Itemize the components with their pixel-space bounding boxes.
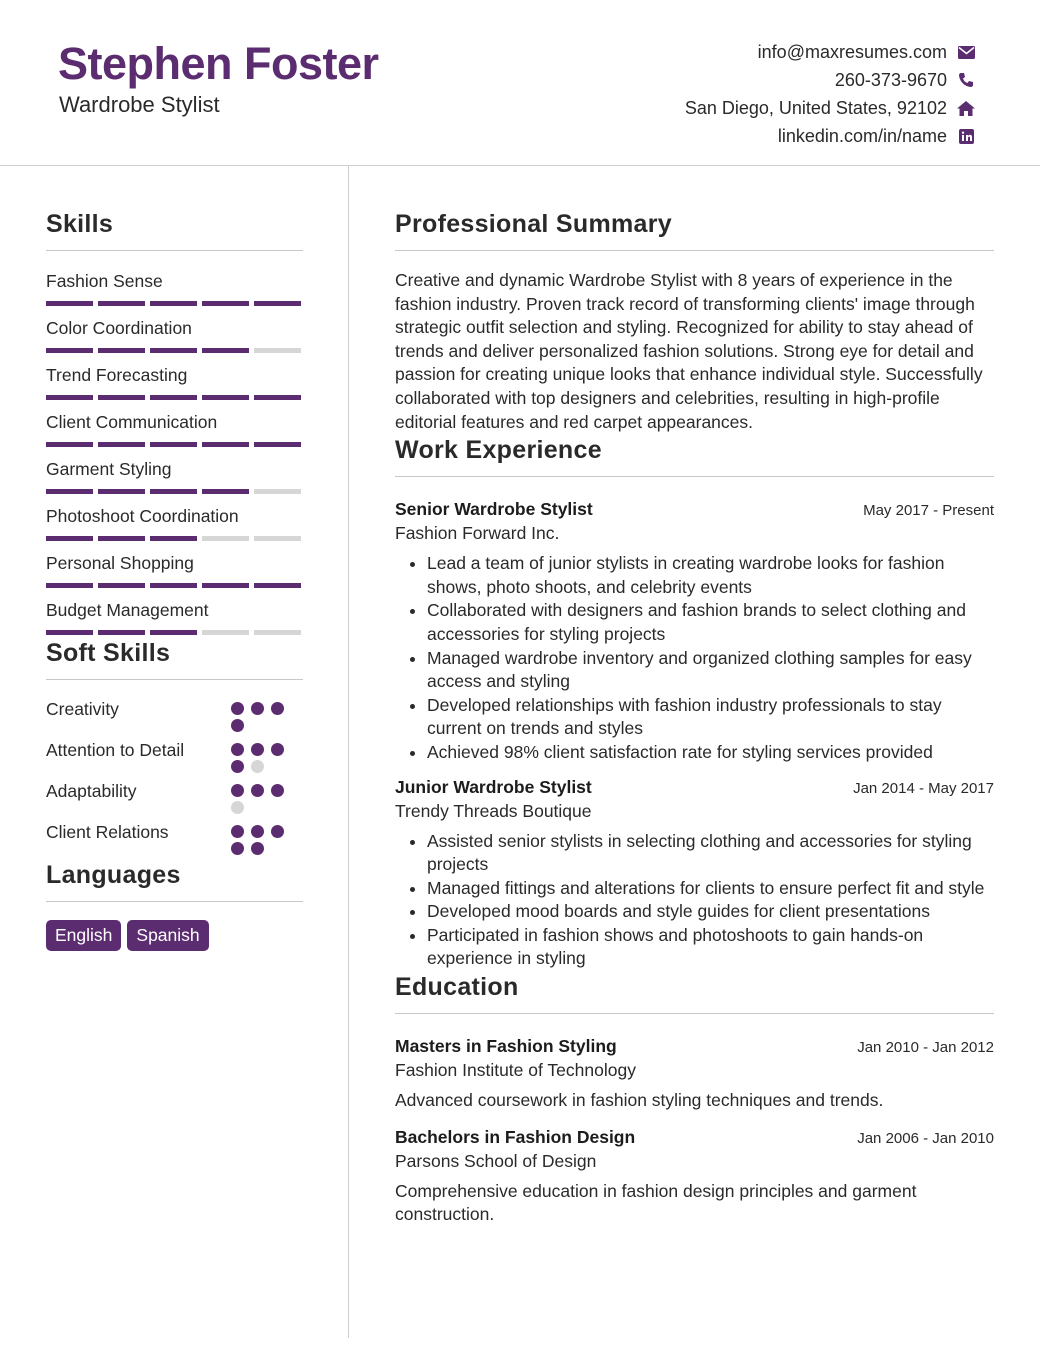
soft-skill-item — [46, 779, 303, 814]
skill-level-bar — [46, 442, 303, 447]
skill-level-bar — [46, 301, 303, 306]
school-name: Fashion Institute of Technology — [395, 1060, 636, 1081]
left-column — [46, 210, 303, 951]
skill-level-segment — [150, 489, 197, 494]
skill-level-segment — [202, 489, 249, 494]
skill-item — [46, 363, 303, 400]
skill-level-segment — [46, 489, 93, 494]
job-header — [395, 499, 994, 520]
candidate-title: Wardrobe Stylist — [59, 92, 220, 117]
education-list — [395, 1036, 994, 1227]
job-bullets — [395, 830, 994, 972]
skill-level-segment — [150, 301, 197, 306]
rating-dot — [251, 825, 264, 838]
rating-dot — [231, 760, 244, 773]
contact-phone[interactable] — [556, 66, 976, 94]
skill-item — [46, 269, 303, 306]
skill-level-segment — [202, 583, 249, 588]
soft-skill-item — [46, 820, 303, 855]
education-rule — [395, 1013, 994, 1014]
rating-dot — [251, 784, 264, 797]
soft-skill-item — [46, 697, 303, 732]
job-title: Senior Wardrobe Stylist — [395, 499, 593, 520]
skill-level-segment — [202, 301, 249, 306]
job-bullet: • Assisted senior stylists in selecting clothing and accessories for styling projects — [427, 830, 994, 877]
skill-level-segment — [46, 536, 93, 541]
languages-rule — [46, 901, 303, 902]
experience-section — [395, 436, 994, 971]
skill-level-segment — [150, 630, 197, 635]
skill-level-segment — [150, 348, 197, 353]
skills-list — [46, 269, 303, 635]
skill-level-segment — [98, 348, 145, 353]
jobs-list — [395, 499, 994, 971]
skill-level-bar — [46, 536, 303, 541]
soft-skill-label: Client Relations — [46, 822, 169, 842]
phone-icon — [956, 72, 976, 88]
languages-section — [46, 861, 303, 951]
header-divider — [0, 165, 1040, 166]
job-bullet: • Collaborated with designers and fashion brands to select clothing and accessories for styling projects — [427, 599, 994, 646]
skill-level-bar — [46, 630, 303, 635]
skill-level-segment — [98, 442, 145, 447]
skill-label: Client Communication — [46, 412, 218, 432]
education-header — [395, 1036, 994, 1057]
skill-level-segment — [254, 583, 301, 588]
rating-dot — [251, 743, 264, 756]
job-bullet: • Developed mood boards and style guides for client presentations — [427, 900, 994, 924]
rating-dot — [231, 702, 244, 715]
soft-skills-heading: Soft Skills — [46, 639, 171, 667]
soft-skill-rating — [231, 779, 303, 814]
soft-skill-label: Adaptability — [46, 781, 137, 801]
contact-phone-text: 260-373-9670 — [834, 69, 947, 90]
skill-level-segment — [202, 442, 249, 447]
rating-dot — [231, 825, 244, 838]
skill-level-segment — [98, 395, 145, 400]
skill-level-bar — [46, 583, 303, 588]
languages-heading: Languages — [46, 861, 181, 889]
skill-level-segment — [46, 583, 93, 588]
skill-item — [46, 551, 303, 588]
skills-rule — [46, 250, 303, 251]
candidate-name: Stephen Foster — [58, 38, 379, 89]
skill-level-segment — [98, 536, 145, 541]
skill-level-segment — [98, 583, 145, 588]
soft-skill-label: Creativity — [46, 699, 119, 719]
education-description: Comprehensive education in fashion design principles and garment construction. — [395, 1180, 917, 1225]
rating-dot — [271, 825, 284, 838]
rating-dot — [271, 784, 284, 797]
skill-label: Trend Forecasting — [46, 365, 188, 385]
experience-rule — [395, 476, 994, 477]
degree-title: Bachelors in Fashion Design — [395, 1126, 636, 1147]
language-badge: English — [46, 920, 121, 951]
job-bullets — [395, 552, 994, 764]
languages-list — [46, 920, 303, 951]
education-header — [395, 1127, 994, 1148]
contact-address-text: San Diego, United States, 92102 — [684, 97, 947, 118]
skill-level-segment — [150, 583, 197, 588]
skill-level-bar — [46, 395, 303, 400]
rating-dot — [231, 784, 244, 797]
summary-text: Creative and dynamic Wardrobe Stylist with 8 years of experience in the fashion industry. Proven track record of transforming clients' image through strategic outfit selection and styling. Recognized for ability to stay ahead of trends and deliver personalized fashion solutions. Strong eye for detail and passion for creating unique looks that enhance individual style. Successfully collaborated with top designers and celebrities, resulting in high-profile editorial features and red carpet appearances. — [395, 270, 983, 432]
skill-level-segment — [254, 489, 301, 494]
education-heading: Education — [395, 973, 519, 1002]
skill-label: Garment Styling — [46, 459, 172, 479]
column-divider — [348, 166, 349, 1338]
education-entry — [395, 1036, 994, 1113]
skill-level-segment — [46, 442, 93, 447]
job-bullet: • Achieved 98% client satisfaction rate for styling services provided — [427, 741, 994, 765]
skill-level-segment — [46, 395, 93, 400]
soft-skills-rule — [46, 679, 303, 680]
skill-level-segment — [98, 489, 145, 494]
skill-item — [46, 316, 303, 353]
skill-level-bar — [46, 489, 303, 494]
skill-level-segment — [254, 395, 301, 400]
summary-heading: Professional Summary — [395, 210, 672, 238]
skill-label: Photoshoot Coordination — [46, 506, 239, 526]
summary-rule — [395, 250, 994, 251]
rating-dot — [231, 842, 244, 855]
rating-dot — [271, 743, 284, 756]
rating-dot — [231, 801, 244, 814]
skill-label: Fashion Sense — [46, 271, 163, 291]
skills-section — [46, 210, 303, 635]
contact-address — [556, 94, 976, 122]
job-bullet: • Managed wardrobe inventory and organized clothing samples for easy access and styling — [427, 647, 994, 694]
rating-dot — [231, 719, 244, 732]
contact-info — [556, 38, 976, 150]
skill-item — [46, 598, 303, 635]
home-icon — [956, 101, 976, 116]
job-bullet: • Lead a team of junior stylists in creating wardrobe looks for fashion shows, photo shoots, and celebrity events — [427, 552, 994, 599]
job-bullet: • Participated in fashion shows and photoshoots to gain hands-on experience in styling — [427, 924, 994, 971]
skill-level-segment — [46, 301, 93, 306]
skill-label: Budget Management — [46, 600, 209, 620]
linkedin-icon — [956, 129, 976, 144]
contact-email-text: info@maxresumes.com — [757, 41, 947, 62]
skill-level-segment — [98, 630, 145, 635]
skill-level-segment — [254, 348, 301, 353]
job-date: May 2017 - Present — [863, 502, 994, 520]
school-name: Parsons School of Design — [395, 1150, 597, 1171]
skill-level-segment — [254, 536, 301, 541]
envelope-icon — [956, 46, 976, 59]
language-badge: Spanish — [127, 920, 208, 951]
skill-label: Color Coordination — [46, 318, 192, 338]
soft-skills-section — [46, 639, 303, 855]
skill-level-segment — [254, 630, 301, 635]
job-bullet: • Managed fittings and alterations for clients to ensure perfect fit and style — [427, 877, 994, 901]
skill-level-segment — [98, 301, 145, 306]
job-bullet: • Developed relationships with fashion industry professionals to stay current on trends and styles — [427, 694, 994, 741]
rating-dot — [251, 760, 264, 773]
job-company: Fashion Forward Inc. — [395, 523, 560, 544]
skill-level-segment — [150, 442, 197, 447]
soft-skill-label: Attention to Detail — [46, 740, 185, 760]
skill-level-segment — [202, 536, 249, 541]
skill-level-segment — [46, 630, 93, 635]
education-entry — [395, 1127, 994, 1227]
skill-item — [46, 504, 303, 541]
job-entry — [395, 499, 994, 764]
rating-dot — [231, 743, 244, 756]
job-title: Junior Wardrobe Stylist — [395, 776, 592, 797]
rating-dot — [271, 702, 284, 715]
skill-label: Personal Shopping — [46, 553, 194, 573]
job-date: Jan 2014 - May 2017 — [853, 779, 994, 797]
contact-linkedin-text: linkedin.com/in/name — [777, 125, 947, 146]
education-section — [395, 973, 994, 1227]
skill-level-segment — [254, 442, 301, 447]
skill-level-segment — [202, 395, 249, 400]
skill-item — [46, 410, 303, 447]
experience-heading: Work Experience — [395, 436, 602, 465]
job-entry — [395, 777, 994, 972]
right-column — [395, 210, 994, 1227]
resume-header — [0, 0, 1040, 165]
skill-level-segment — [254, 301, 301, 306]
skills-heading: Skills — [46, 210, 114, 238]
education-date: Jan 2006 - Jan 2010 — [857, 1129, 994, 1147]
soft-skill-rating — [231, 820, 303, 855]
skill-level-segment — [202, 630, 249, 635]
rating-dot — [251, 842, 264, 855]
skill-item — [46, 457, 303, 494]
skill-level-segment — [150, 536, 197, 541]
soft-skill-rating — [231, 738, 303, 773]
rating-dot — [251, 702, 264, 715]
soft-skill-item — [46, 738, 303, 773]
skill-level-segment — [46, 348, 93, 353]
summary-section — [395, 210, 994, 434]
job-header — [395, 777, 994, 798]
soft-skill-rating — [231, 697, 303, 732]
degree-title: Masters in Fashion Styling — [395, 1036, 617, 1057]
education-date: Jan 2010 - Jan 2012 — [857, 1039, 994, 1057]
contact-email[interactable] — [556, 38, 976, 66]
skill-level-bar — [46, 348, 303, 353]
job-company: Trendy Threads Boutique — [395, 800, 592, 821]
education-description: Advanced coursework in fashion styling techniques and trends. — [395, 1090, 884, 1111]
skill-level-segment — [202, 348, 249, 353]
contact-linkedin[interactable] — [556, 122, 976, 150]
skill-level-segment — [150, 395, 197, 400]
soft-skills-list — [46, 697, 303, 855]
